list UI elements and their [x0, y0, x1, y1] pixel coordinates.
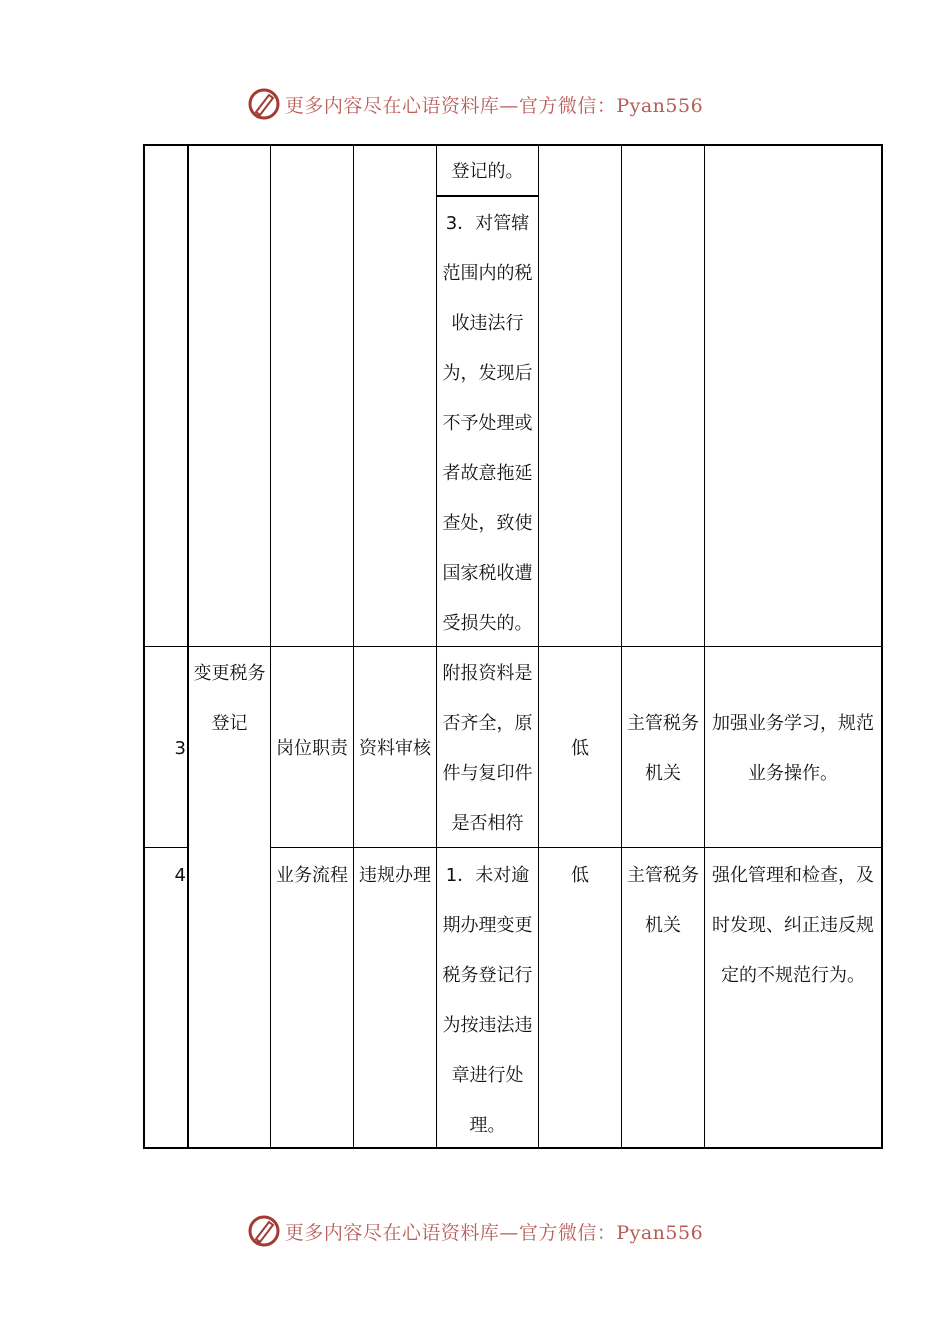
footer-banner-text: 更多内容尽在心语资料库—官方微信：Pyan556 [284, 1221, 704, 1244]
item-name: 变更税务 登记 [193, 663, 266, 734]
footer-banner [0, 1211, 950, 1251]
responsible-dept: 主管税务 机关 [627, 865, 699, 936]
row-number: 4 [174, 865, 186, 886]
pen-logo-icon [247, 1214, 281, 1248]
prevention-measure: 强化管理和检查，及 时发现、纠正违反规 定的不规范行为。 [712, 865, 874, 986]
table-border-top [143, 144, 883, 146]
risk-point-continuation-top: 登记的。 [451, 161, 524, 182]
row-divider [270, 847, 883, 848]
risk-level: 低 [571, 738, 589, 759]
header-banner [0, 84, 950, 124]
risk-point: 1．未对逾 期办理变更 税务登记行 为按违法违 章进行处 理。 [442, 865, 533, 1136]
risk-table [143, 144, 883, 1149]
risk-point: 附报资料是 否齐全，原 件与复印件 是否相符 [442, 663, 533, 834]
risk-level: 低 [571, 865, 589, 886]
risk-link: 资料审核 [359, 738, 431, 759]
risk-category: 业务流程 [276, 865, 348, 886]
risk-point-continuation: 3．对管辖 范围内的税 收违法行 为，发现后 不予处理或 者故意拖延 查处，致使 国家税收遭 受损失的。 [442, 213, 533, 634]
responsible-dept: 主管税务 机关 [627, 713, 699, 784]
row-divider [143, 847, 187, 848]
prevention-measure: 加强业务学习，规范 业务操作。 [712, 713, 874, 784]
header-banner-text: 更多内容尽在心语资料库—官方微信：Pyan556 [284, 94, 704, 117]
row-number: 3 [174, 738, 186, 759]
risk-category: 岗位职责 [276, 738, 348, 759]
pen-logo-icon [247, 87, 281, 121]
risk-link: 违规办理 [359, 865, 431, 886]
